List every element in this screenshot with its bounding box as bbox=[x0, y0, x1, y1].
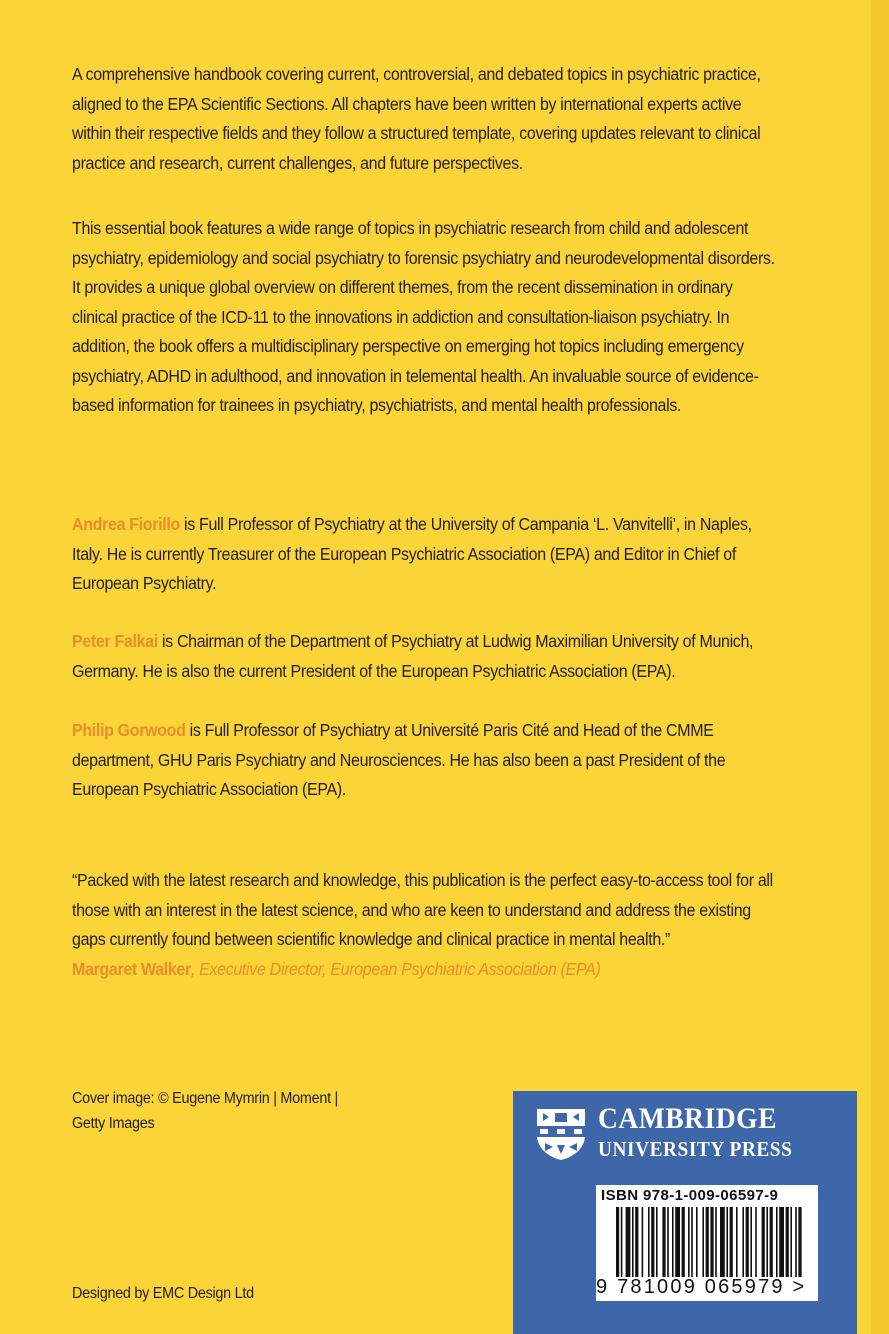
editor-bio-text: is Chairman of the Department of Psychiatry at Ludwig Maximilian University of Munich, Germany. He is also the current President of the European Psychiatric Association (EPA). bbox=[72, 631, 754, 681]
publisher-name: CAMBRIDGE bbox=[598, 1102, 777, 1135]
barcode-bar bbox=[715, 1207, 717, 1277]
cambridge-shield-icon bbox=[535, 1107, 587, 1161]
barcode-bar bbox=[667, 1207, 669, 1277]
barcode-bar bbox=[706, 1207, 709, 1277]
publisher-subname: UNIVERSITY PRESS bbox=[598, 1137, 793, 1161]
barcode-bar bbox=[770, 1207, 773, 1277]
barcode-bar bbox=[702, 1207, 704, 1277]
barcode-bar bbox=[648, 1207, 650, 1277]
cover-image-credit bbox=[72, 1086, 338, 1136]
endorsement-separator: , bbox=[190, 958, 200, 979]
barcode-bar bbox=[720, 1207, 725, 1277]
barcode-bar bbox=[755, 1207, 757, 1277]
endorsement-role: Executive Director, European Psychiatric Association (EPA) bbox=[199, 958, 601, 979]
barcode-bar bbox=[795, 1207, 797, 1277]
barcode-bar bbox=[696, 1207, 698, 1277]
barcode-bar bbox=[742, 1207, 744, 1277]
endorsement-quote: “Packed with the latest research and knowledge, this publication is the perfect easy-to-access tool for all those with an interest in the latest science, and who are keen to understand and address the existing gaps currently found between scientific knowledge and clinical practice in mental health.” bbox=[72, 870, 773, 949]
barcode-bar bbox=[790, 1207, 792, 1277]
barcode-bar bbox=[651, 1207, 654, 1277]
barcode-bar bbox=[736, 1207, 738, 1277]
barcode-bar bbox=[779, 1207, 784, 1277]
cover-edge bbox=[871, 0, 889, 1334]
ean-digits: 9 781009 065979 > bbox=[596, 1276, 807, 1298]
editor-bio-gorwood bbox=[72, 716, 779, 805]
endorsement-author: Margaret Walker bbox=[72, 958, 191, 979]
barcode-bar bbox=[672, 1207, 674, 1277]
barcode-bar bbox=[798, 1207, 801, 1277]
barcode-bar bbox=[688, 1207, 690, 1277]
barcode-bar bbox=[776, 1207, 778, 1277]
editor-bio-text: is Full Professor of Psychiatry at Université Paris Cité and Head of the CMME department, GHU Paris Psychiatry and Neurosciences. He has also been a past President of the European Psychiatric Association (EPA). bbox=[72, 720, 726, 799]
description-paragraph-2: This essential book features a wide range of topics in psychiatric research from child and adolescent psychiatry, epidemiology and social psychiatry to forensic psychiatry and neurodevelopmental disorders. It provides a unique global overview on different themes, from the recent dissemination in ordinary clinical practice of the ICD-11 to the innovations in addiction and consultation-liaison psychiatry. In addition, the book offers a multidisciplinary perspective on emerging hot topics including emergency psychiatry, ADHD in adulthood, and innovation in telemental health. An invaluable source of evidence-based information for trainees in psychiatry, psychiatrists, and mental health professionals. bbox=[72, 218, 775, 415]
barcode-bar bbox=[682, 1207, 685, 1277]
editor-name: Andrea Fiorillo bbox=[72, 514, 180, 534]
barcode-bar bbox=[662, 1207, 665, 1277]
editor-name: Philip Gorwood bbox=[72, 720, 186, 740]
barcode-bar bbox=[616, 1207, 619, 1277]
editor-name: Peter Falkai bbox=[72, 631, 158, 651]
barcode-bar bbox=[762, 1207, 765, 1277]
barcode-box bbox=[596, 1185, 818, 1301]
description-paragraph-1: A comprehensive handbook covering current, controversial, and debated topics in psychiatric practice, aligned to the EPA Scientific Sections. All chapters have been written by international experts active within their respective fields and they follow a structured template, covering updates relevant to clinical practice and research, current challenges, and future perspectives. bbox=[72, 64, 761, 173]
cover-credit-line-2: Getty Images bbox=[72, 1115, 155, 1132]
barcode-bar bbox=[691, 1207, 693, 1277]
barcode-bar bbox=[635, 1207, 638, 1277]
barcode-bar bbox=[746, 1207, 749, 1277]
isbn-label: ISBN 978-1-009-06597-9 bbox=[601, 1187, 779, 1204]
barcode-bar bbox=[786, 1207, 789, 1277]
publisher-block bbox=[513, 1091, 857, 1334]
barcode-bar bbox=[621, 1207, 623, 1277]
cover-credit-line-1: Cover image: © Eugene Mymrin | Moment | bbox=[72, 1090, 339, 1107]
barcode-bar bbox=[632, 1207, 634, 1277]
barcode-bar bbox=[730, 1207, 733, 1277]
barcode-bar bbox=[766, 1207, 768, 1277]
barcode-bar bbox=[675, 1207, 680, 1277]
editor-bio-falkai bbox=[72, 627, 779, 686]
designer-credit: Designed by EMC Design Ltd bbox=[72, 1285, 254, 1302]
barcode-bar bbox=[656, 1207, 658, 1277]
barcode-bar bbox=[726, 1207, 728, 1277]
barcode-bar bbox=[710, 1207, 713, 1277]
barcode-bar bbox=[626, 1207, 631, 1277]
editor-bio-text: is Full Professor of Psychiatry at the University of Campania ‘L. Vanvitelli’, in Naples, Italy. He is currently Treasurer of the European Psychiatric Association (EPA) and Editor in Chief of European Psychiatry. bbox=[72, 514, 752, 593]
endorsement bbox=[72, 866, 779, 984]
editor-bio-fiorillo bbox=[72, 510, 779, 599]
barcode-bar bbox=[750, 1207, 752, 1277]
barcode-bar bbox=[642, 1207, 644, 1277]
